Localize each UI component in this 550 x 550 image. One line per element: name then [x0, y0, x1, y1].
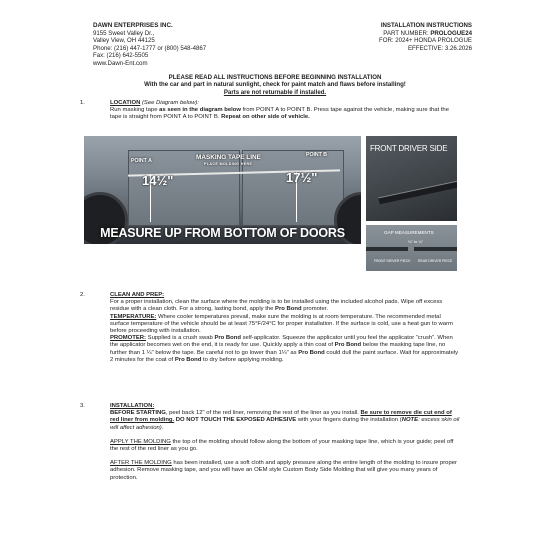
document-info-block — [379, 22, 472, 52]
bold-underline-run: Be sure to remove die cut end of red liner from molding. — [110, 410, 452, 424]
promoter-paragraph — [110, 335, 460, 364]
point-b-label: POINT B — [306, 152, 328, 158]
note-label: NOTE — [401, 417, 419, 424]
text-run: has been installed, use a soft cloth and apply pressure along the entire length of the molding to insure proper adhesion. Remove masking tape, and you will have an OEM style Custom Body Side Molding that will give you many years of protection. — [110, 460, 457, 481]
apply-label: APPLY THE MOLDING — [110, 438, 171, 445]
front-driver-side-label: FRONT DRIVER SIDE — [370, 144, 448, 153]
text-run: For a proper installation, clean the surface where the molding is to be installed using the included alcohol pads. Wipe off excess residue with a clean cloth. For a strong, lasting bond, apply the — [110, 299, 443, 313]
section-number: 1. — [80, 100, 85, 106]
section-heading: INSTALLATION: — [110, 403, 155, 409]
clean-paragraph — [110, 299, 460, 313]
text-run: Run masking tape — [110, 107, 160, 114]
text-run: promoter. — [301, 306, 329, 313]
phone-line: Phone: (216) 447-1777 or (800) 548-4867 — [93, 44, 207, 52]
text-run: self-applicator. Squeeze the applicator until you feel the applicator “crush”. When the applicator becomes wet on the end, it is ready for use. Quickly apply a thin coat of — [110, 335, 453, 349]
location-paragraph — [110, 107, 460, 121]
part-number-value: PROLOGUE24 — [430, 29, 472, 37]
text-run: from POINT A to POINT B. Press tape against the vehicle, making sure that the tape is straight from POINT A to POINT B. — [110, 107, 449, 121]
text-run: could dull the paint surface. Wait for approximately 2 minutes for the coat of — [110, 349, 459, 363]
gap-measurement-photo — [366, 225, 457, 271]
website-link[interactable]: www.Dawn-Ent.com — [93, 59, 148, 67]
part-number-line — [379, 30, 472, 38]
bold-run: Pro Bond — [334, 342, 362, 349]
front-driver-piece-label: FRONT DRIVER PIECE — [374, 259, 411, 263]
after-paragraph — [110, 460, 460, 482]
tape-line-label: MASKING TAPE LINE — [196, 154, 261, 161]
text-run: , peel back 12" of the red liner, removing the rest of the liner as you install. — [165, 410, 361, 417]
promoter-label: PROMOTER: — [110, 335, 146, 342]
company-block — [93, 22, 206, 68]
bold-run: DO NOT TOUCH THE EXPOSED ADHESIVE — [174, 417, 297, 424]
after-label: AFTER THE MOLDING — [110, 460, 172, 467]
vehicle-fit-line: FOR: 2024+ HONDA PROLOGUE — [379, 37, 472, 45]
section-heading-line — [110, 100, 460, 107]
section-number: 2. — [80, 292, 85, 298]
bold-run: BEFORE STARTING — [110, 410, 166, 417]
temperature-label: TEMPERATURE: — [110, 313, 157, 320]
measure-caption: MEASURE UP FROM BOTTOM OF DOORS — [100, 226, 345, 240]
effective-date: EFFECTIVE: 3.26.2026 — [407, 44, 472, 52]
text-run: Where cooler temperatures prevail, make sure the molding is at room temperature. The recommended metal surface temperature of the vehicle should be at least 75°F/24°C for proper installation. If the surface is cold, use a heat gun to warm before proceeding with installation. — [110, 313, 453, 335]
text-run: Supplied is a crush swab — [146, 335, 215, 342]
address-line-2: Valley View, OH 44125 — [93, 37, 155, 45]
rear-door-shape — [242, 150, 344, 226]
rear-piece-shape — [414, 247, 457, 251]
bold-run: Repeat on other side of vehicle. — [221, 114, 310, 121]
gap-title: GAP MEASUREMENTS — [384, 230, 434, 235]
notice-line-3: Parts are not returnable if installed. — [223, 88, 327, 96]
molding-placement-label: PLACE MOLDING HERE — [204, 162, 253, 166]
read-notice — [0, 74, 550, 96]
bold-run: Pro Bond — [174, 356, 202, 363]
section-body — [110, 100, 460, 122]
part-number-label: PART NUMBER: — [383, 29, 431, 37]
bold-run: Pro Bond — [298, 349, 325, 356]
fax-line: Fax: (216) 642-5505 — [93, 52, 149, 60]
front-measurement: 14½" — [142, 173, 174, 188]
section-number: 3. — [80, 403, 85, 409]
heading-note: (See Diagram below): — [140, 100, 199, 106]
notice-line-2: With the car and part in natural sunlight, check for paint match and flaws before installing! — [144, 81, 406, 89]
front-piece-shape — [366, 247, 408, 251]
document-title: INSTALLATION INSTRUCTIONS — [380, 22, 472, 29]
section-body — [110, 403, 460, 482]
notice-line-1: PLEASE READ ALL INSTRUCTIONS BEFORE BEGINNING INSTALLATION — [168, 74, 382, 81]
front-driver-side-photo — [366, 136, 457, 221]
section-body — [110, 292, 460, 364]
gap-value: ⅛" to ¼" — [408, 239, 424, 244]
temperature-paragraph — [110, 314, 460, 336]
point-a-label: POINT A — [131, 158, 152, 164]
section-heading: CLEAN AND PREP: — [110, 292, 165, 298]
company-name: DAWN ENTERPRISES INC. — [93, 22, 173, 29]
note-text: : excess skin oil will affect adhesion). — [110, 417, 460, 431]
bold-run: as seen in the diagram below — [159, 107, 241, 114]
installation-diagram-photo — [84, 136, 361, 244]
rear-measurement: 17½" — [286, 170, 318, 185]
address-line-1: 9155 Sweet Valley Dr., — [93, 29, 155, 37]
text-run: with your fingers during the installation ( — [296, 417, 402, 424]
bold-run: Pro Bond — [275, 306, 302, 313]
text-run: the top of the molding should follow along the bottom of your masking tape line, which is your guide; peel off the rest of the red liner as you go. — [110, 438, 454, 453]
section-heading: LOCATION — [110, 100, 141, 106]
text-run: below the masking tape line, no further than 1 ¼" below the tape. Be careful not to go lower than 1¼" as — [110, 342, 446, 356]
apply-paragraph — [110, 439, 460, 453]
before-starting-paragraph — [110, 410, 460, 432]
bold-run: Pro Bond — [214, 335, 241, 342]
text-run: to dry before applying molding. — [201, 356, 284, 363]
molding-shape — [378, 179, 457, 205]
rear-driver-piece-label: REAR DRIVER PIECE — [418, 259, 453, 263]
